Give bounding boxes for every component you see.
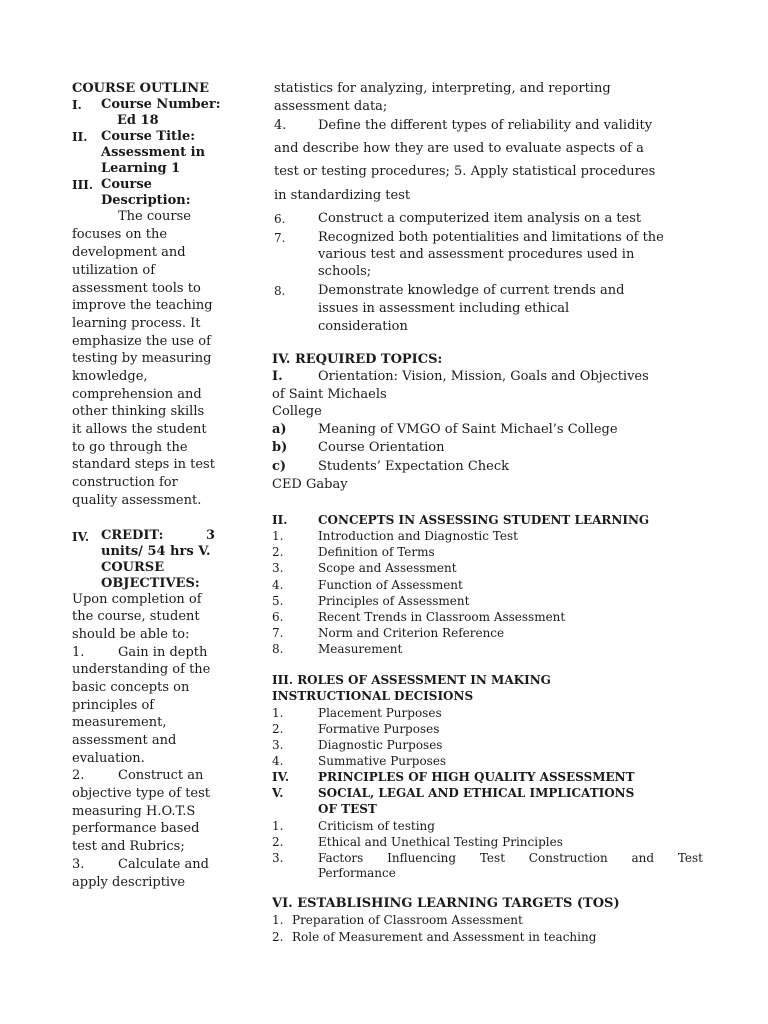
description-line: comprehension and xyxy=(72,387,202,402)
course-number-label: Course Number: xyxy=(101,97,221,112)
description-line: knowledge, xyxy=(72,369,148,384)
objective-line: performance based xyxy=(72,821,200,836)
description-line: it allows the student xyxy=(72,422,207,437)
required-topics-heading: IV. REQUIRED TOPICS: xyxy=(272,352,443,367)
item-mark: IV. xyxy=(72,530,90,544)
subtopic-text: Course Orientation xyxy=(318,440,445,455)
description-line: The course xyxy=(118,209,191,224)
list-item: Norm and Criterion Reference xyxy=(318,626,505,640)
subtopic-mark: c) xyxy=(272,459,287,474)
list-item: Introduction and Diagnostic Test xyxy=(318,529,518,543)
objective-line: objective type of test xyxy=(72,786,211,801)
list-item: Role of Measurement and Assessment in teaching xyxy=(292,930,597,944)
course-description-label: Description: xyxy=(101,193,191,208)
list-item: Principles of Assessment xyxy=(318,594,470,608)
credit-line: OBJECTIVES: xyxy=(101,576,200,591)
objective-line: Construct an xyxy=(118,768,204,783)
list-item: Recent Trends in Classroom Assessment xyxy=(318,610,566,624)
description-line: focuses on the xyxy=(72,227,168,242)
credit-line: units/ 54 hrs V. xyxy=(101,544,211,559)
course-title-line: Assessment in xyxy=(101,145,206,160)
continued-line: assessment data; xyxy=(274,99,388,114)
description-line: to go through the xyxy=(72,440,188,455)
course-description-label: Course xyxy=(101,177,152,192)
topic-line: College xyxy=(272,404,322,419)
objective-line: Demonstrate knowledge of current trends and xyxy=(318,283,625,298)
item-mark: II. xyxy=(72,130,88,144)
description-line: development and xyxy=(72,245,186,260)
section-mark: V. xyxy=(272,786,284,800)
objective-mark: 6. xyxy=(274,212,286,226)
objective-line: Construct a computerized item analysis on a test xyxy=(318,211,642,226)
objective-line: schools; xyxy=(318,264,372,279)
description-line: construction for xyxy=(72,475,178,490)
word: Factors xyxy=(318,851,364,865)
description-line: learning process. It xyxy=(72,316,201,331)
subtopic-text: Students’ Expectation Check xyxy=(318,459,510,474)
objective-line: test and Rubrics; xyxy=(72,839,185,854)
course-title-line: Learning 1 xyxy=(101,161,181,176)
objectives-intro-line: Upon completion of xyxy=(72,592,202,607)
list-mark: 2. xyxy=(272,545,284,559)
credit-line: COURSE xyxy=(101,560,165,575)
list-item: Summative Purposes xyxy=(318,754,447,768)
description-line: quality assessment. xyxy=(72,493,202,508)
list-mark: 2. xyxy=(272,835,284,849)
objective-mark: 7. xyxy=(274,231,286,245)
list-item-justified xyxy=(318,851,703,865)
list-item: Scope and Assessment xyxy=(318,561,457,575)
list-item: Definition of Terms xyxy=(318,545,435,559)
list-mark: 5. xyxy=(272,594,284,608)
objective-line: measurement, xyxy=(72,715,167,730)
list-mark: 4. xyxy=(272,578,284,592)
list-mark: 7. xyxy=(272,626,284,640)
objective-line: consideration xyxy=(318,319,408,334)
list-item: Preparation of Classroom Assessment xyxy=(292,913,523,927)
description-line: other thinking skills xyxy=(72,404,205,419)
description-line: utilization of xyxy=(72,263,156,278)
description-line: testing by measuring xyxy=(72,351,212,366)
continued-line: statistics for analyzing, interpreting, and reporting xyxy=(274,81,611,96)
item-mark: I. xyxy=(72,98,82,112)
credit-label: CREDIT: xyxy=(101,528,164,543)
word: Influencing xyxy=(387,851,457,865)
objective-line: Calculate and xyxy=(118,857,209,872)
credit-value: 3 xyxy=(206,528,216,543)
objective-mark: 3. xyxy=(72,857,85,872)
objective-line: measuring H.O.T.S xyxy=(72,804,196,819)
objectives-intro-line: should be able to: xyxy=(72,627,190,642)
objective-line: evaluation. xyxy=(72,751,145,766)
list-mark: 1. xyxy=(272,529,284,543)
objective-line: in standardizing test xyxy=(274,188,411,203)
word: Test xyxy=(677,851,703,865)
section-mark: II. xyxy=(272,513,288,527)
objective-mark: 8. xyxy=(274,284,286,298)
list-mark: 1. xyxy=(272,913,284,927)
topic-note: CED Gabay xyxy=(272,477,348,492)
course-outline-heading: COURSE OUTLINE xyxy=(72,81,209,96)
list-item-continuation: Performance xyxy=(318,866,396,880)
objective-mark: 1. xyxy=(72,645,85,660)
list-mark: 2. xyxy=(272,930,284,944)
description-line: emphasize the use of xyxy=(72,334,211,349)
objective-line: basic concepts on xyxy=(72,680,190,695)
section-mark: IV. xyxy=(272,770,290,784)
topic-mark: I. xyxy=(272,369,283,384)
list-item: Function of Assessment xyxy=(318,578,463,592)
objective-line: Define the different types of reliability and validity xyxy=(318,118,653,133)
objective-line: apply descriptive xyxy=(72,875,186,890)
section-title: III. ROLES OF ASSESSMENT IN MAKING xyxy=(272,673,551,687)
list-mark: 4. xyxy=(272,754,284,768)
list-item: Ethical and Unethical Testing Principles xyxy=(318,835,563,849)
word: Construction xyxy=(528,851,608,865)
list-item: Criticism of testing xyxy=(318,819,435,833)
objective-line: issues in assessment including ethical xyxy=(318,301,570,316)
section-title: PRINCIPLES OF HIGH QUALITY ASSESSMENT xyxy=(318,770,635,784)
objective-mark: 4. xyxy=(274,118,287,133)
objective-line: various test and assessment procedures used in xyxy=(318,247,635,262)
objective-line: and describe how they are used to evaluate aspects of a xyxy=(274,141,644,156)
section-title: SOCIAL, LEGAL AND ETHICAL IMPLICATIONS xyxy=(318,786,635,800)
description-line: standard steps in test xyxy=(72,457,215,472)
item-mark: III. xyxy=(72,178,94,192)
list-mark: 2. xyxy=(272,722,284,736)
subtopic-mark: a) xyxy=(272,422,287,437)
list-mark: 8. xyxy=(272,642,284,656)
objective-line: test or testing procedures; 5. Apply statistical procedures xyxy=(274,164,656,179)
section-title: INSTRUCTIONAL DECISIONS xyxy=(272,689,474,703)
list-mark: 3. xyxy=(272,561,284,575)
section-title: OF TEST xyxy=(318,802,377,816)
description-line: improve the teaching xyxy=(72,298,213,313)
list-item: Placement Purposes xyxy=(318,706,442,720)
section-title: CONCEPTS IN ASSESSING STUDENT LEARNING xyxy=(318,513,650,527)
course-title-label: Course Title: xyxy=(101,129,196,144)
objective-line: assessment and xyxy=(72,733,177,748)
objective-line: principles of xyxy=(72,698,155,713)
topic-line: Orientation: Vision, Mission, Goals and Objectives xyxy=(318,369,649,384)
course-number-value: Ed 18 xyxy=(117,113,159,128)
description-line: assessment tools to xyxy=(72,281,201,296)
list-item: Formative Purposes xyxy=(318,722,440,736)
objective-mark: 2. xyxy=(72,768,85,783)
list-item: Diagnostic Purposes xyxy=(318,738,443,752)
objective-line: Recognized both potentialities and limitations of the xyxy=(318,230,664,245)
objective-line: understanding of the xyxy=(72,662,211,677)
list-mark: 1. xyxy=(272,706,284,720)
list-mark: 6. xyxy=(272,610,284,624)
word: and xyxy=(631,851,655,865)
objective-line: Gain in depth xyxy=(118,645,208,660)
list-mark: 3. xyxy=(272,851,284,865)
list-mark: 1. xyxy=(272,819,284,833)
subtopic-mark: b) xyxy=(272,440,288,455)
topic-line: of Saint Michaels xyxy=(272,387,387,402)
section-title: VI. ESTABLISHING LEARNING TARGETS (TOS) xyxy=(272,896,620,911)
objectives-intro-line: the course, student xyxy=(72,609,200,624)
list-item: Measurement xyxy=(318,642,403,656)
subtopic-text: Meaning of VMGO of Saint Michael’s College xyxy=(318,422,618,437)
list-mark: 3. xyxy=(272,738,284,752)
word: Test xyxy=(479,851,506,865)
